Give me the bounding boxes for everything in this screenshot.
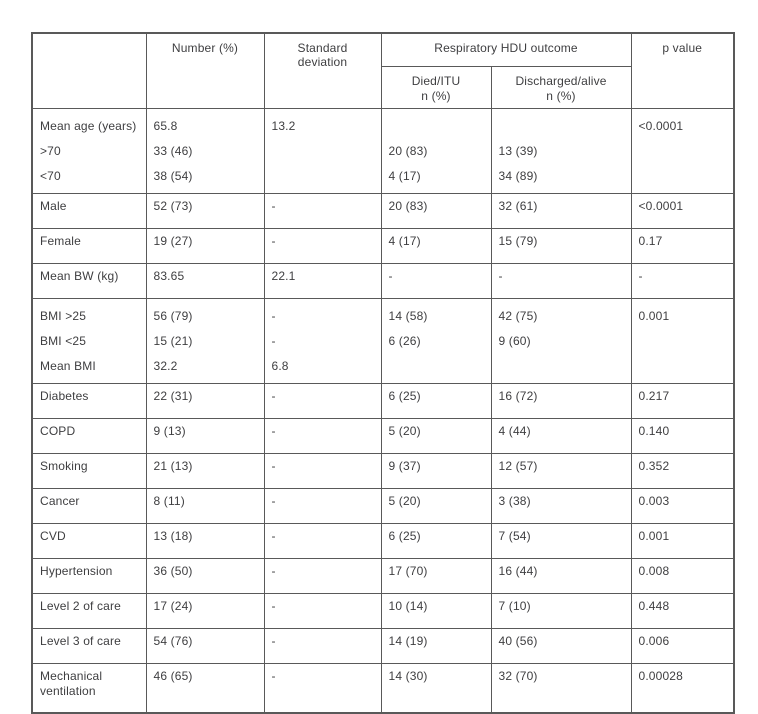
header-outcome-cell: Respiratory HDU outcome [381, 33, 631, 66]
cell-text: - [271, 233, 276, 248]
died-itu-cell [381, 453, 491, 488]
row-label-cell [32, 383, 146, 418]
table-row [32, 523, 734, 558]
cell-text: 6 (25) [388, 528, 421, 543]
pvalue-cell [631, 628, 734, 663]
cell-text: 17 (70) [388, 563, 428, 578]
cell-text: 5 (20) [388, 493, 421, 508]
number-cell [146, 418, 264, 453]
cell-text [639, 354, 727, 379]
cell-text: <70 [40, 168, 61, 183]
cell-text: 0.352 [638, 458, 670, 473]
row-label-cell [32, 593, 146, 628]
died-itu-cell [381, 108, 491, 193]
died-itu-cell [381, 558, 491, 593]
pvalue-cell [631, 298, 734, 383]
cell-text: >70 [40, 143, 61, 158]
cell-text: 15 (79) [498, 233, 538, 248]
died-itu-cell [381, 628, 491, 663]
cell-text: BMI >25 [40, 308, 87, 323]
cell-text: - [271, 668, 276, 683]
pvalue-cell [631, 663, 734, 713]
cell-text: 6.8 [271, 358, 289, 373]
cell-text: CVD [40, 528, 66, 543]
sd-cell [264, 593, 381, 628]
cell-text: 4 (17) [388, 233, 421, 248]
table-row [32, 228, 734, 263]
cell-text: 20 (83) [388, 198, 428, 213]
discharged-cell [491, 298, 631, 383]
table-row [32, 383, 734, 418]
cell-text: 46 (65) [153, 668, 193, 683]
sd-cell [264, 193, 381, 228]
cell-text: - [271, 563, 276, 578]
cell-text: Female [40, 233, 81, 248]
cell-text: 14 (30) [388, 668, 428, 683]
row-label-cell [32, 628, 146, 663]
cell-text [499, 354, 624, 379]
died-itu-cell [381, 523, 491, 558]
cell-text: 6 (25) [388, 388, 421, 403]
table-row [32, 593, 734, 628]
number-cell [146, 558, 264, 593]
table-row [32, 193, 734, 228]
cell-text: 12 (57) [498, 458, 538, 473]
cell-text: 0.00028 [638, 668, 683, 683]
cell-text: 13 (39) [498, 143, 538, 158]
cell-text: - [271, 458, 276, 473]
cell-text: 22.1 [271, 268, 296, 283]
discharged-cell [491, 488, 631, 523]
header-row-1 [32, 33, 734, 66]
sd-cell [264, 523, 381, 558]
number-cell [146, 663, 264, 713]
header-died-cell [381, 66, 491, 108]
cell-text: 0.140 [638, 423, 670, 438]
pvalue-cell [631, 263, 734, 298]
cell-text: 19 (27) [153, 233, 193, 248]
sd-cell [264, 488, 381, 523]
cell-text: 65.8 [153, 118, 178, 133]
cell-text: 0.217 [638, 388, 670, 403]
died-itu-cell [381, 193, 491, 228]
died-itu-cell [381, 298, 491, 383]
row-label-cell [32, 228, 146, 263]
cell-text: - [271, 528, 276, 543]
cell-text: - [271, 333, 276, 348]
discharged-cell [491, 558, 631, 593]
cell-text: 0.001 [638, 528, 670, 543]
row-label-cell [32, 523, 146, 558]
cell-text: - [388, 268, 393, 283]
row-label-cell [32, 453, 146, 488]
pvalue-cell [631, 418, 734, 453]
cell-text: 7 (10) [498, 598, 531, 613]
table-row [32, 558, 734, 593]
sd-cell [264, 383, 381, 418]
cell-text: 6 (26) [388, 333, 421, 348]
cell-text: <0.0001 [638, 118, 684, 133]
number-cell [146, 228, 264, 263]
row-label-cell [32, 263, 146, 298]
cell-text: - [271, 598, 276, 613]
cell-text: 21 (13) [153, 458, 193, 473]
cell-text: 7 (54) [498, 528, 531, 543]
cell-text: - [638, 268, 643, 283]
number-cell [146, 453, 264, 488]
header-number-cell [146, 33, 264, 108]
cell-text: 32.2 [153, 358, 178, 373]
discharged-cell [491, 228, 631, 263]
header-discharged-cell [491, 66, 631, 108]
sd-cell [264, 108, 381, 193]
cell-text [639, 139, 727, 164]
cell-text: 15 (21) [153, 333, 193, 348]
discharged-cell [491, 193, 631, 228]
pvalue-cell [631, 488, 734, 523]
cell-text: <0.0001 [638, 198, 684, 213]
number-cell [146, 593, 264, 628]
cell-text: 52 (73) [153, 198, 193, 213]
cell-text: 9 (60) [498, 333, 531, 348]
cell-text: 36 (50) [153, 563, 193, 578]
sd-cell [264, 298, 381, 383]
row-label-cell [32, 193, 146, 228]
table-row [32, 663, 734, 713]
cell-text: Hypertension [40, 563, 113, 578]
cell-text: 56 (79) [153, 308, 193, 323]
sd-cell [264, 628, 381, 663]
cell-text: 0.001 [638, 308, 670, 323]
discharged-cell [491, 628, 631, 663]
cell-text [639, 329, 727, 354]
cell-text: Smoking [40, 458, 88, 473]
cell-text: 5 (20) [388, 423, 421, 438]
header-corner-cell [32, 33, 146, 108]
row-label-cell [32, 108, 146, 193]
cell-text [639, 164, 727, 189]
table-row [32, 298, 734, 383]
cell-text: Mechanical ventilation [40, 668, 103, 698]
sd-cell [264, 558, 381, 593]
discharged-cell [491, 523, 631, 558]
header-discharged-label: Discharged/alive [515, 73, 607, 88]
sd-cell [264, 663, 381, 713]
cell-text: 4 (44) [498, 423, 531, 438]
cell-text: 14 (19) [388, 633, 428, 648]
sd-cell [264, 453, 381, 488]
row-label-cell [32, 558, 146, 593]
cell-text: 33 (46) [153, 143, 193, 158]
cell-text: 0.006 [638, 633, 670, 648]
pvalue-cell [631, 108, 734, 193]
cell-text: Level 3 of care [40, 633, 121, 648]
number-cell [146, 488, 264, 523]
cell-text [272, 139, 374, 164]
number-cell [146, 523, 264, 558]
cell-text: 9 (37) [388, 458, 421, 473]
cell-text: Diabetes [40, 388, 89, 403]
number-cell [146, 263, 264, 298]
hdu-outcome-table [31, 32, 735, 714]
cell-text: 34 (89) [498, 168, 538, 183]
cell-text: COPD [40, 423, 76, 438]
cell-text: - [271, 493, 276, 508]
cell-text: 13 (18) [153, 528, 193, 543]
cell-text: 0.448 [638, 598, 670, 613]
cell-text: Male [40, 198, 67, 213]
discharged-cell [491, 263, 631, 298]
cell-text: - [271, 633, 276, 648]
discharged-cell [491, 663, 631, 713]
pvalue-cell [631, 193, 734, 228]
cell-text: 20 (83) [388, 143, 428, 158]
cell-text: Mean BMI [40, 358, 96, 373]
cell-text: 9 (13) [153, 423, 186, 438]
cell-text: 32 (61) [498, 198, 538, 213]
table-row [32, 628, 734, 663]
cell-text: - [271, 388, 276, 403]
discharged-cell [491, 108, 631, 193]
cell-text: 8 (11) [153, 493, 185, 508]
discharged-cell [491, 383, 631, 418]
pvalue-cell [631, 558, 734, 593]
cell-text: - [271, 423, 276, 438]
number-cell [146, 383, 264, 418]
cell-text: BMI <25 [40, 333, 87, 348]
cell-text: 42 (75) [498, 308, 538, 323]
cell-text: - [271, 198, 276, 213]
died-itu-cell [381, 663, 491, 713]
cell-text: 22 (31) [153, 388, 193, 403]
cell-text: 40 (56) [498, 633, 538, 648]
cell-text [389, 354, 484, 379]
row-label-cell [32, 488, 146, 523]
pvalue-cell [631, 383, 734, 418]
cell-text: 3 (38) [498, 493, 531, 508]
sd-cell [264, 263, 381, 298]
cell-text: 17 (24) [153, 598, 193, 613]
died-itu-cell [381, 383, 491, 418]
cell-text: 16 (72) [498, 388, 538, 403]
number-cell [146, 628, 264, 663]
cell-text [499, 114, 624, 139]
cell-text: 16 (44) [498, 563, 538, 578]
died-itu-cell [381, 228, 491, 263]
cell-text: 54 (76) [153, 633, 193, 648]
cell-text: 0.17 [638, 233, 663, 248]
died-itu-cell [381, 263, 491, 298]
cell-text: Level 2 of care [40, 598, 121, 613]
number-cell [146, 298, 264, 383]
cell-text: 38 (54) [153, 168, 193, 183]
header-discharged-sublabel: n (%) [546, 88, 576, 103]
cell-text: 0.003 [638, 493, 670, 508]
table-row [32, 488, 734, 523]
cell-text: Mean BW (kg) [40, 268, 119, 283]
cell-text: 32 (70) [498, 668, 538, 683]
table-row [32, 418, 734, 453]
header-sd-label: Standard deviation [297, 41, 348, 69]
pvalue-cell [631, 593, 734, 628]
cell-text: - [271, 308, 276, 323]
cell-text: 13.2 [271, 118, 296, 133]
died-itu-cell [381, 488, 491, 523]
header-pvalue-cell: p value [631, 33, 734, 108]
died-itu-cell [381, 593, 491, 628]
row-label-cell [32, 663, 146, 713]
discharged-cell [491, 593, 631, 628]
cell-text: 14 (58) [388, 308, 428, 323]
cell-text: 83.65 [153, 268, 185, 283]
row-label-cell [32, 298, 146, 383]
sd-cell [264, 228, 381, 263]
cell-text [272, 164, 374, 189]
cell-text: 0.008 [638, 563, 670, 578]
sd-cell [264, 418, 381, 453]
table-row [32, 108, 734, 193]
cell-text: Mean age (years) [40, 118, 137, 133]
table-header [32, 33, 734, 108]
cell-text [389, 114, 484, 139]
row-label-cell [32, 418, 146, 453]
cell-text: Cancer [40, 493, 80, 508]
number-cell [146, 108, 264, 193]
died-itu-cell [381, 418, 491, 453]
header-sd-cell [264, 33, 381, 108]
number-cell [146, 193, 264, 228]
table-body [32, 108, 734, 713]
cell-text: 10 (14) [388, 598, 428, 613]
discharged-cell [491, 453, 631, 488]
header-died-label: Died/ITU [411, 73, 461, 88]
cell-text: - [498, 268, 503, 283]
table-row [32, 453, 734, 488]
pvalue-cell [631, 523, 734, 558]
table-container [31, 32, 735, 714]
discharged-cell [491, 418, 631, 453]
pvalue-cell [631, 453, 734, 488]
table-row [32, 263, 734, 298]
header-number-label: Number (%) [171, 41, 239, 55]
header-died-sublabel: n (%) [421, 88, 451, 103]
pvalue-cell [631, 228, 734, 263]
cell-text: 4 (17) [388, 168, 421, 183]
